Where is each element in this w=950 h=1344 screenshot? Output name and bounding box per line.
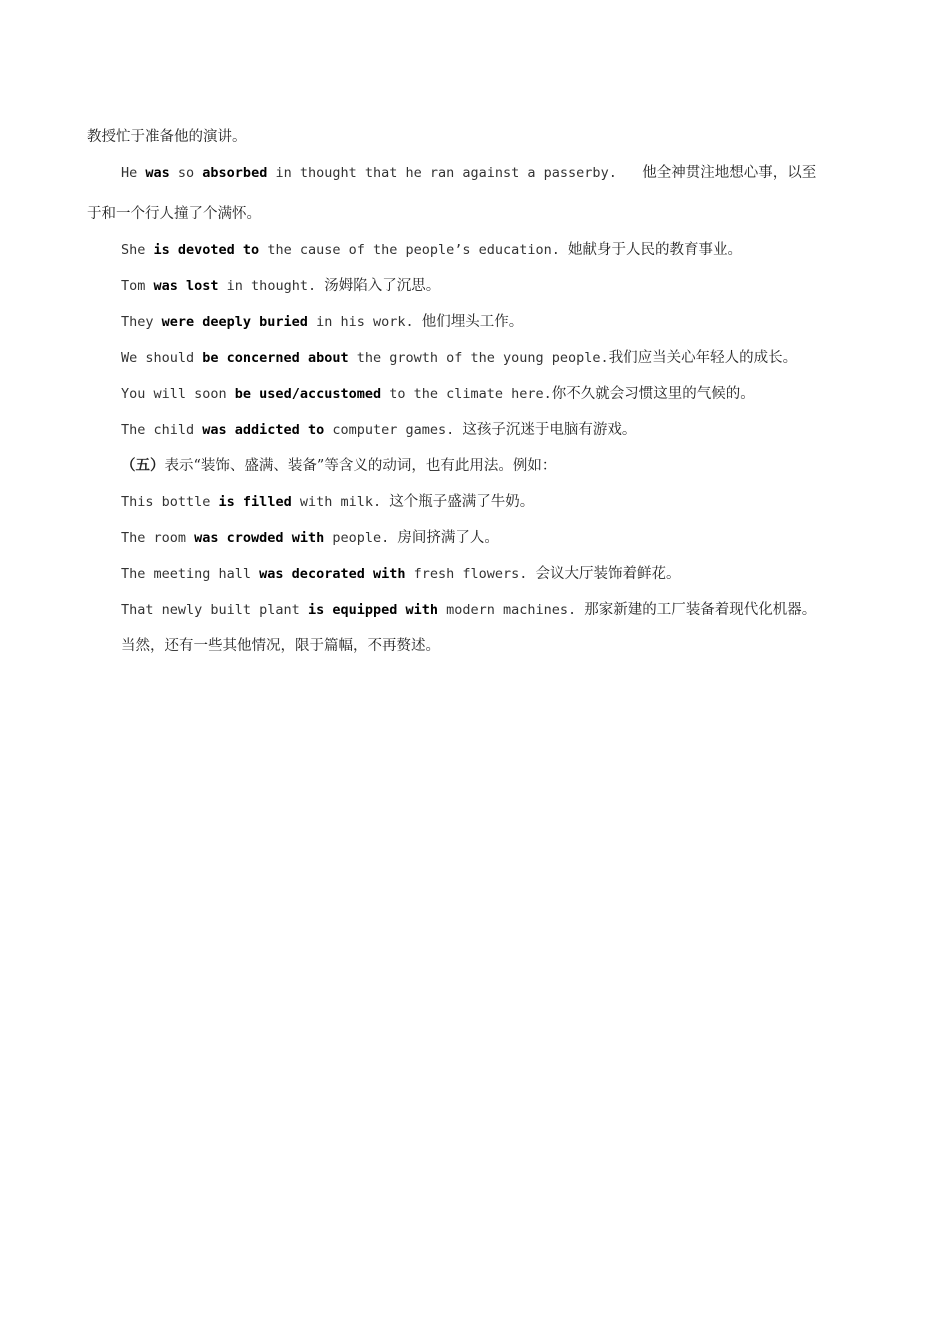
text-line [121,564,681,584]
text-line [121,492,534,512]
section-number: （五） [121,457,165,474]
chinese-text: 于和一个行人撞了个满怀。 [87,206,261,222]
english-text: You will soon [121,386,235,402]
english-text: the cause of the people’s education. [259,242,569,258]
english-text: to the climate here. [381,386,552,402]
keyword-phrase: absorbed [202,165,268,181]
text-line [121,636,440,656]
text-line [121,312,523,332]
keyword-phrase: were deeply buried [161,314,308,330]
keyword-phrase: was decorated with [259,566,406,582]
chinese-text: 教授忙于准备他的演讲。 [87,129,247,145]
chinese-text: 当然，还有一些其他情况，限于篇幅，不再赘述。 [121,638,440,654]
chinese-text: 这个瓶子盛满了牛奶。 [389,494,535,510]
english-text: in thought that he ran against a passerby. [267,165,634,181]
text-line [87,127,247,147]
text-line [121,528,499,548]
chinese-text: 会议大厅装饰着鲜花。 [535,566,681,582]
text-line [121,384,755,404]
text-line [121,420,636,440]
chinese-text: 我们应当关心年轻人的成长。 [608,350,798,366]
chinese-text: 那家新建的工厂装备着现代化机器。 [584,602,817,618]
english-text: That newly built plant [121,602,308,618]
english-text: She [121,242,154,258]
text-line [121,600,816,620]
english-text: people. [324,530,398,546]
text-line [121,240,742,260]
english-text: the growth of the young people. [348,350,609,366]
english-text: They [121,314,162,330]
chinese-text: 表示“装饰、盛满、装备”等含义的动词，也有此用法。例如： [164,458,557,474]
english-text: in thought. [218,278,325,294]
english-text: with milk. [291,494,390,510]
section-heading [121,456,556,476]
english-text: computer games. [324,422,463,438]
english-text: in his work. [307,314,422,330]
english-text: The meeting hall [121,566,260,582]
text-line [121,163,816,183]
chinese-text: 房间挤满了人。 [397,530,499,546]
chinese-text: 他全神贯注地想心事，以至 [633,165,817,181]
keyword-phrase: was [145,165,170,181]
english-text: We should [121,350,203,366]
keyword-phrase: be used/accustomed [234,386,382,402]
english-text: so [169,165,203,181]
keyword-phrase: is equipped with [307,602,438,618]
chinese-text: 这孩子沉迷于电脑有游戏。 [462,422,637,438]
english-text: This bottle [121,494,219,510]
english-text: The room [121,530,195,546]
chinese-text: 他们埋头工作。 [421,314,524,330]
english-text: fresh flowers. [405,566,536,582]
english-text: Tom [121,278,154,294]
text-line [121,276,440,296]
keyword-phrase: be concerned about [202,350,349,366]
keyword-phrase: was crowded with [194,530,325,546]
chinese-text: 她献身于人民的教育事业。 [568,242,743,258]
keyword-phrase: is devoted to [153,242,260,258]
keyword-phrase: was lost [153,278,219,294]
english-text: modern machines. [437,602,585,618]
english-text: He [121,165,146,181]
text-line [87,204,261,224]
chinese-text: 汤姆陷入了沉思。 [324,278,441,294]
keyword-phrase: was addicted to [202,422,325,438]
chinese-text: 你不久就会习惯这里的气候的。 [551,386,755,402]
keyword-phrase: is filled [218,494,292,510]
text-line [121,348,797,368]
english-text: The child [121,422,203,438]
